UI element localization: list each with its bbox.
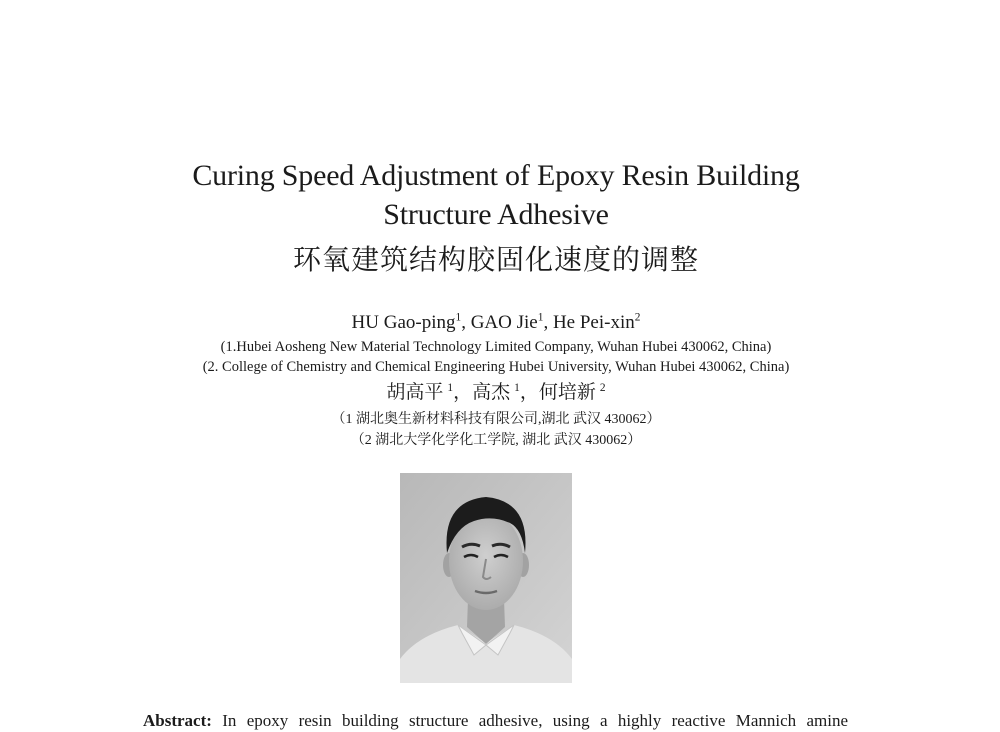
abstract-first-line [143,711,848,731]
authors-en [0,311,992,335]
abstract-text: In epoxy resin building structure adhesive, using a highly reactive Mannich amine [222,711,848,730]
author-name: 胡高平 [386,382,444,403]
paper-title-zh: 环氧建筑结构胶固化速度的调整 [292,245,699,276]
affiliation-zh-1: （1 湖北奥生新材料科技有限公司,湖北 武汉 430062） [331,412,661,427]
author-photo-image [400,473,572,683]
author-affiliation-mark: 1 [455,311,462,324]
abstract-label: Abstract: [143,711,212,730]
author-name: GAO Jie [470,312,538,333]
author-name: He Pei-xin [552,312,635,333]
paper-title-en-line-2: Structure Adhesive [383,198,609,231]
author-separator: , [461,312,471,333]
author-affiliation-mark: 2 [599,381,606,394]
author-affiliation-mark: 1 [447,381,454,394]
author-separator: , [543,312,553,333]
affiliation-en-1: (1.Hubei Aosheng New Material Technology Limited Company, Wuhan Hubei 430062, China) [220,339,772,355]
author-affiliation-mark: 1 [514,381,520,394]
author-name: 高杰 [472,382,511,403]
affiliation-en-2: (2. College of Chemistry and Chemical Engineering Hubei University, Wuhan Hubei 430062, China) [202,359,790,375]
author-photo [400,473,572,683]
author-affiliation-mark: 1 [537,311,544,324]
author-name: 何培新 [538,382,596,403]
affiliation-zh-2: （2 湖北大学化学化工学院, 湖北 武汉 430062） [350,433,642,448]
author-separator: ， [453,382,473,403]
paper-title-en-line-1: Curing Speed Adjustment of Epoxy Resin Building [192,159,800,192]
author-separator: ， [519,382,539,403]
author-name: HU Gao-ping [351,312,456,333]
author-affiliation-mark: 2 [634,311,641,324]
authors-zh [0,381,992,405]
